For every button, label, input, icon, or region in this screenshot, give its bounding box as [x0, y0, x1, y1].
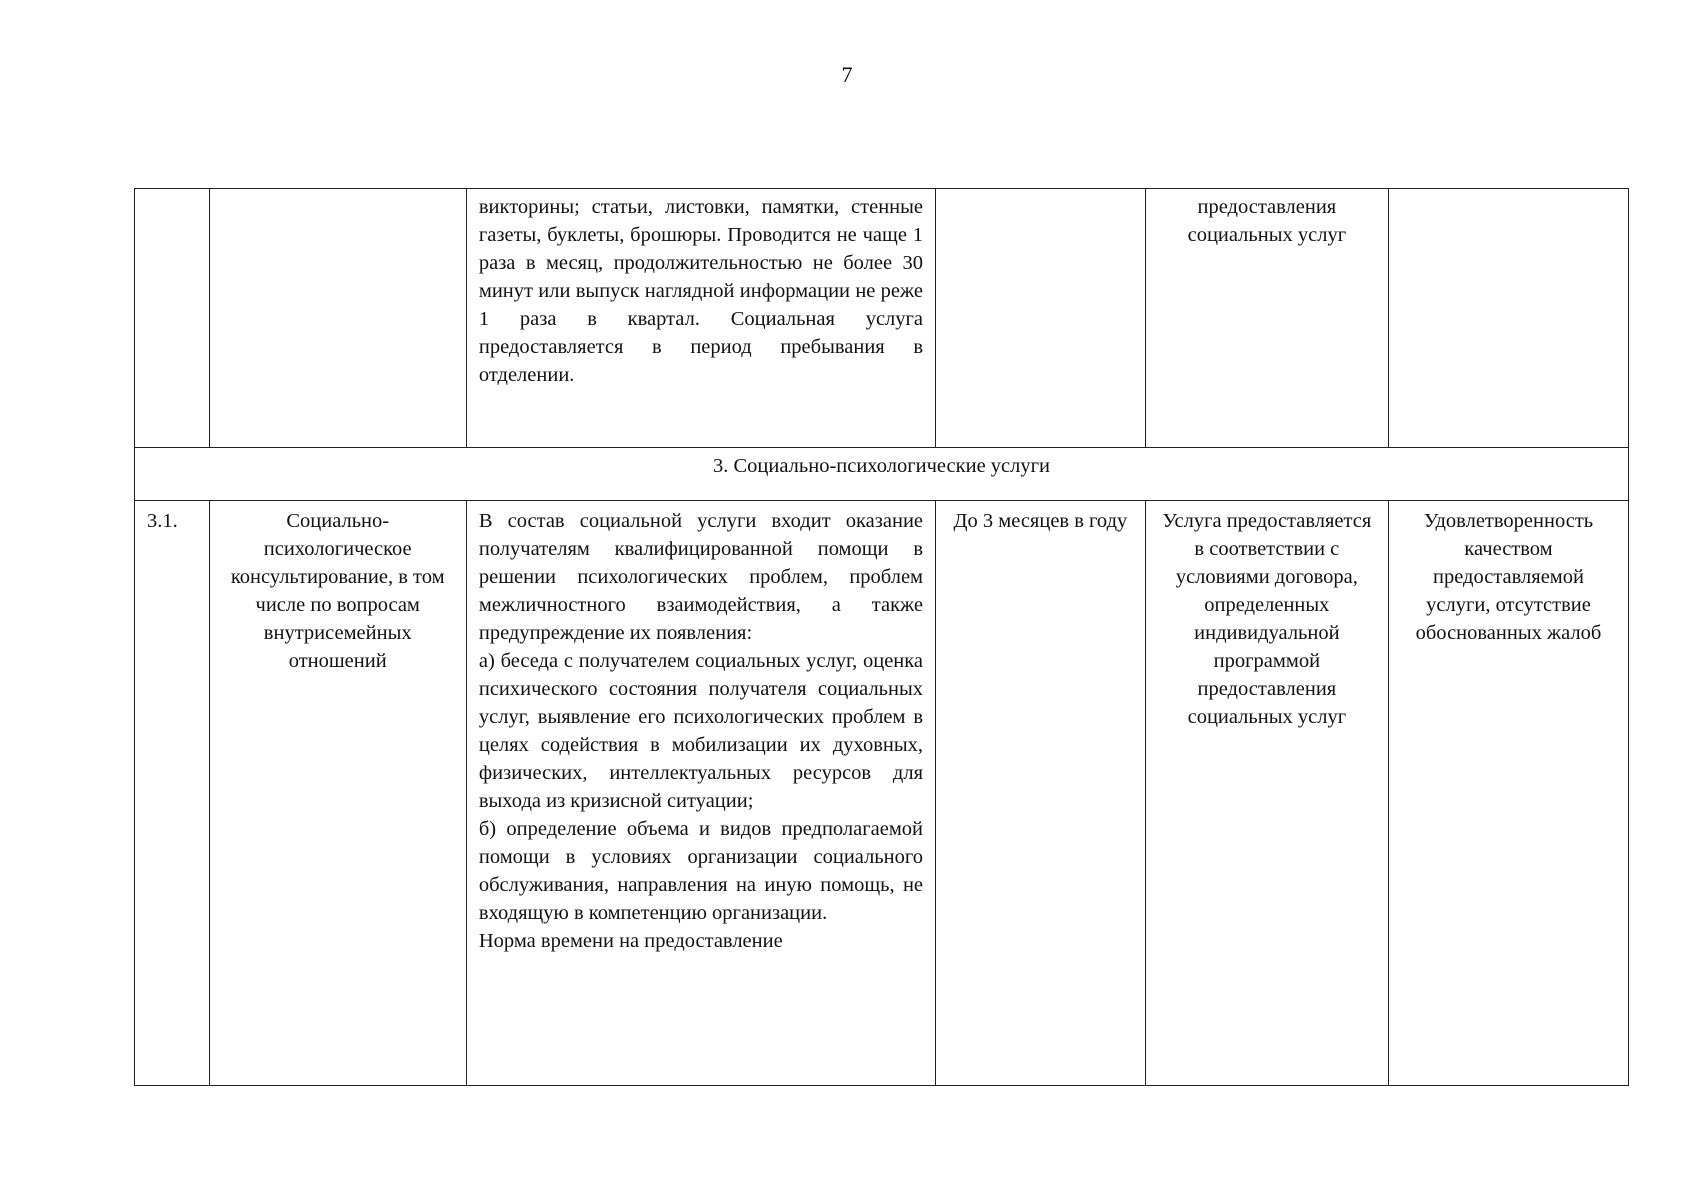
- description-paragraph: Норма времени на предоставление: [478, 930, 783, 952]
- cell-conditions: предоставления социальных услуг: [1145, 189, 1388, 448]
- cell-name: [209, 189, 466, 448]
- description-paragraph: б) определение объема и видов предполагаемой помощи в условиях организации социального обслуживания, направления на иную помощь, не входящую в компетенцию организации.: [478, 818, 924, 924]
- section-title: 3. Социально-психологические услуги: [135, 448, 1629, 501]
- section-header-row: [135, 448, 1629, 501]
- table-row-continued: [135, 189, 1629, 448]
- description-paragraph: а) беседа с получателем социальных услуг, оценка психического состояния получателя социальных услуг, выявление его психологических проблем в целях содействия в мобилизации их духовных, физических, интеллектуальных ресурсов для выхода из кризисной ситуации;: [478, 650, 924, 812]
- cell-quality: Удовлетворенность качеством предоставляемой услуги, отсутствие обоснованных жалоб: [1388, 501, 1628, 1086]
- cell-description: [466, 501, 935, 1086]
- cell-number: 3.1.: [135, 501, 210, 1086]
- cell-term: До 3 месяцев в году: [936, 501, 1146, 1086]
- page-number: 7: [841, 62, 853, 87]
- table-row-3-1: [135, 501, 1629, 1086]
- cell-name: Социально-психологическое консультирование, в том числе по вопросам внутрисемейных отношений: [209, 501, 466, 1086]
- cell-number: [135, 189, 210, 448]
- cell-description: викторины; статьи, листовки, памятки, стенные газеты, буклеты, брошюры. Проводится не чаще 1 раза в месяц, продолжительностью не более 30 минут или выпуск наглядной информации не реже 1 раза в квартал. Социальная услуга предоставляется в период пребывания в отделении.: [466, 189, 935, 448]
- cell-quality: [1388, 189, 1628, 448]
- cell-term: [936, 189, 1146, 448]
- services-table: [134, 188, 1629, 1086]
- cell-conditions: Услуга предоставляется в соответствии с условиями договора, определенных индивидуальной программой предоставления социальных услуг: [1145, 501, 1388, 1086]
- description-paragraph: В состав социальной услуги входит оказание получателям квалифицированной помощи в решении психологических проблем, проблем межличностного взаимодействия, а также предупреждение их появления:: [478, 510, 924, 644]
